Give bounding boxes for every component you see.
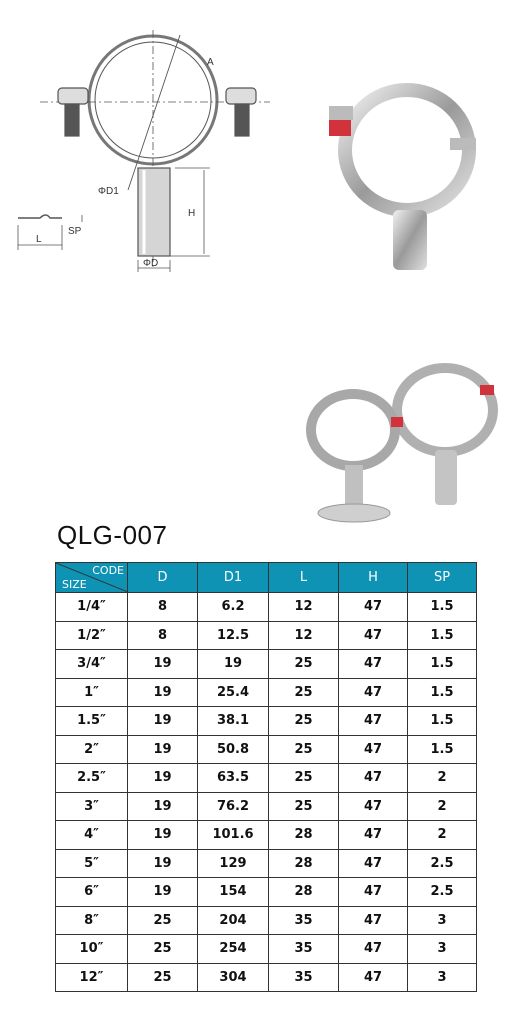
product-code-title: QLG-007 xyxy=(57,520,168,550)
technical-drawing xyxy=(10,20,300,280)
table-cell: 47 xyxy=(339,906,408,935)
label-d: ΦD xyxy=(143,258,159,269)
table-cell: 47 xyxy=(339,963,408,992)
table-row xyxy=(56,707,477,736)
table-cell: 28 xyxy=(269,878,339,907)
table-cell: 25 xyxy=(269,764,339,793)
table-cell: 6.2 xyxy=(198,593,269,622)
table-cell: 19 xyxy=(128,764,198,793)
table-cell: 8 xyxy=(128,621,198,650)
size-cell: 2.5″ xyxy=(56,764,128,793)
column-header: H xyxy=(339,563,408,593)
size-cell: 4″ xyxy=(56,821,128,850)
column-header: D xyxy=(128,563,198,593)
table-cell: 19 xyxy=(198,650,269,679)
table-cell: 25 xyxy=(269,678,339,707)
table-cell: 2 xyxy=(408,764,477,793)
corner-code-label: CODE xyxy=(92,564,124,577)
table-cell: 25 xyxy=(269,650,339,679)
table-row xyxy=(56,935,477,964)
table-cell: 101.6 xyxy=(198,821,269,850)
corner-size-label: SIZE xyxy=(62,578,87,591)
label-d1: ΦD1 xyxy=(98,186,119,197)
table-cell: 1.5 xyxy=(408,678,477,707)
table-cell: 25 xyxy=(269,792,339,821)
table-cell: 154 xyxy=(198,878,269,907)
column-header: D1 xyxy=(198,563,269,593)
table-cell: 47 xyxy=(339,593,408,622)
table-row xyxy=(56,849,477,878)
label-sp: SP xyxy=(68,226,82,237)
corner-header xyxy=(56,563,128,593)
table-cell: 76.2 xyxy=(198,792,269,821)
table-row xyxy=(56,593,477,622)
specification-table xyxy=(55,562,477,992)
table-cell: 1.5 xyxy=(408,707,477,736)
size-cell: 1.5″ xyxy=(56,707,128,736)
column-header: L xyxy=(269,563,339,593)
size-cell: 3″ xyxy=(56,792,128,821)
table-cell: 47 xyxy=(339,650,408,679)
size-cell: 1/4″ xyxy=(56,593,128,622)
table-cell: 47 xyxy=(339,792,408,821)
label-radius: A xyxy=(207,57,214,68)
table-cell: 19 xyxy=(128,678,198,707)
table-cell: 47 xyxy=(339,821,408,850)
size-cell: 6″ xyxy=(56,878,128,907)
table-cell: 28 xyxy=(269,821,339,850)
table-body xyxy=(56,593,477,992)
table-cell: 47 xyxy=(339,707,408,736)
size-cell: 8″ xyxy=(56,906,128,935)
table-cell: 19 xyxy=(128,792,198,821)
table-row xyxy=(56,678,477,707)
table-cell: 25 xyxy=(269,707,339,736)
table-row xyxy=(56,621,477,650)
table-cell: 25 xyxy=(128,935,198,964)
table-cell: 19 xyxy=(128,735,198,764)
table-cell: 254 xyxy=(198,935,269,964)
table-cell: 47 xyxy=(339,621,408,650)
product-photo-clamp xyxy=(315,70,515,290)
column-header: SP xyxy=(408,563,477,593)
size-cell: 10″ xyxy=(56,935,128,964)
size-cell: 1/2″ xyxy=(56,621,128,650)
table-cell: 304 xyxy=(198,963,269,992)
table-cell: 47 xyxy=(339,678,408,707)
table-cell: 19 xyxy=(128,821,198,850)
table-cell: 47 xyxy=(339,849,408,878)
table-cell: 63.5 xyxy=(198,764,269,793)
table-cell: 2 xyxy=(408,821,477,850)
table-cell: 1.5 xyxy=(408,735,477,764)
table-row xyxy=(56,963,477,992)
label-l: L xyxy=(36,234,42,245)
table-cell: 2.5 xyxy=(408,849,477,878)
table-cell: 2.5 xyxy=(408,878,477,907)
size-cell: 2″ xyxy=(56,735,128,764)
table-cell: 50.8 xyxy=(198,735,269,764)
table-cell: 19 xyxy=(128,878,198,907)
table-cell: 19 xyxy=(128,650,198,679)
table-cell: 12 xyxy=(269,621,339,650)
table-cell: 28 xyxy=(269,849,339,878)
size-cell: 3/4″ xyxy=(56,650,128,679)
table-header-row xyxy=(56,563,477,593)
table-row xyxy=(56,906,477,935)
table-cell: 12.5 xyxy=(198,621,269,650)
table-cell: 8 xyxy=(128,593,198,622)
size-cell: 1″ xyxy=(56,678,128,707)
table-cell: 35 xyxy=(269,906,339,935)
table-row xyxy=(56,821,477,850)
table-cell: 47 xyxy=(339,735,408,764)
table-cell: 38.1 xyxy=(198,707,269,736)
table-cell: 129 xyxy=(198,849,269,878)
table-cell: 47 xyxy=(339,764,408,793)
table-cell: 3 xyxy=(408,963,477,992)
table-cell: 1.5 xyxy=(408,621,477,650)
table-cell: 1.5 xyxy=(408,650,477,679)
table-cell: 1.5 xyxy=(408,593,477,622)
table-row xyxy=(56,878,477,907)
product-photo-variants xyxy=(295,355,520,535)
table-cell: 2 xyxy=(408,792,477,821)
table-cell: 47 xyxy=(339,878,408,907)
size-cell: 12″ xyxy=(56,963,128,992)
table-cell: 25 xyxy=(128,906,198,935)
label-h: H xyxy=(188,208,196,219)
table-cell: 3 xyxy=(408,935,477,964)
table-cell: 25.4 xyxy=(198,678,269,707)
size-cell: 5″ xyxy=(56,849,128,878)
table-cell: 12 xyxy=(269,593,339,622)
table-row xyxy=(56,650,477,679)
table-cell: 35 xyxy=(269,935,339,964)
table-cell: 204 xyxy=(198,906,269,935)
table-cell: 35 xyxy=(269,963,339,992)
table-cell: 3 xyxy=(408,906,477,935)
table-cell: 25 xyxy=(128,963,198,992)
table-cell: 19 xyxy=(128,849,198,878)
table-row xyxy=(56,735,477,764)
table-cell: 47 xyxy=(339,935,408,964)
table-row xyxy=(56,792,477,821)
table-cell: 19 xyxy=(128,707,198,736)
table-cell: 25 xyxy=(269,735,339,764)
table-row xyxy=(56,764,477,793)
